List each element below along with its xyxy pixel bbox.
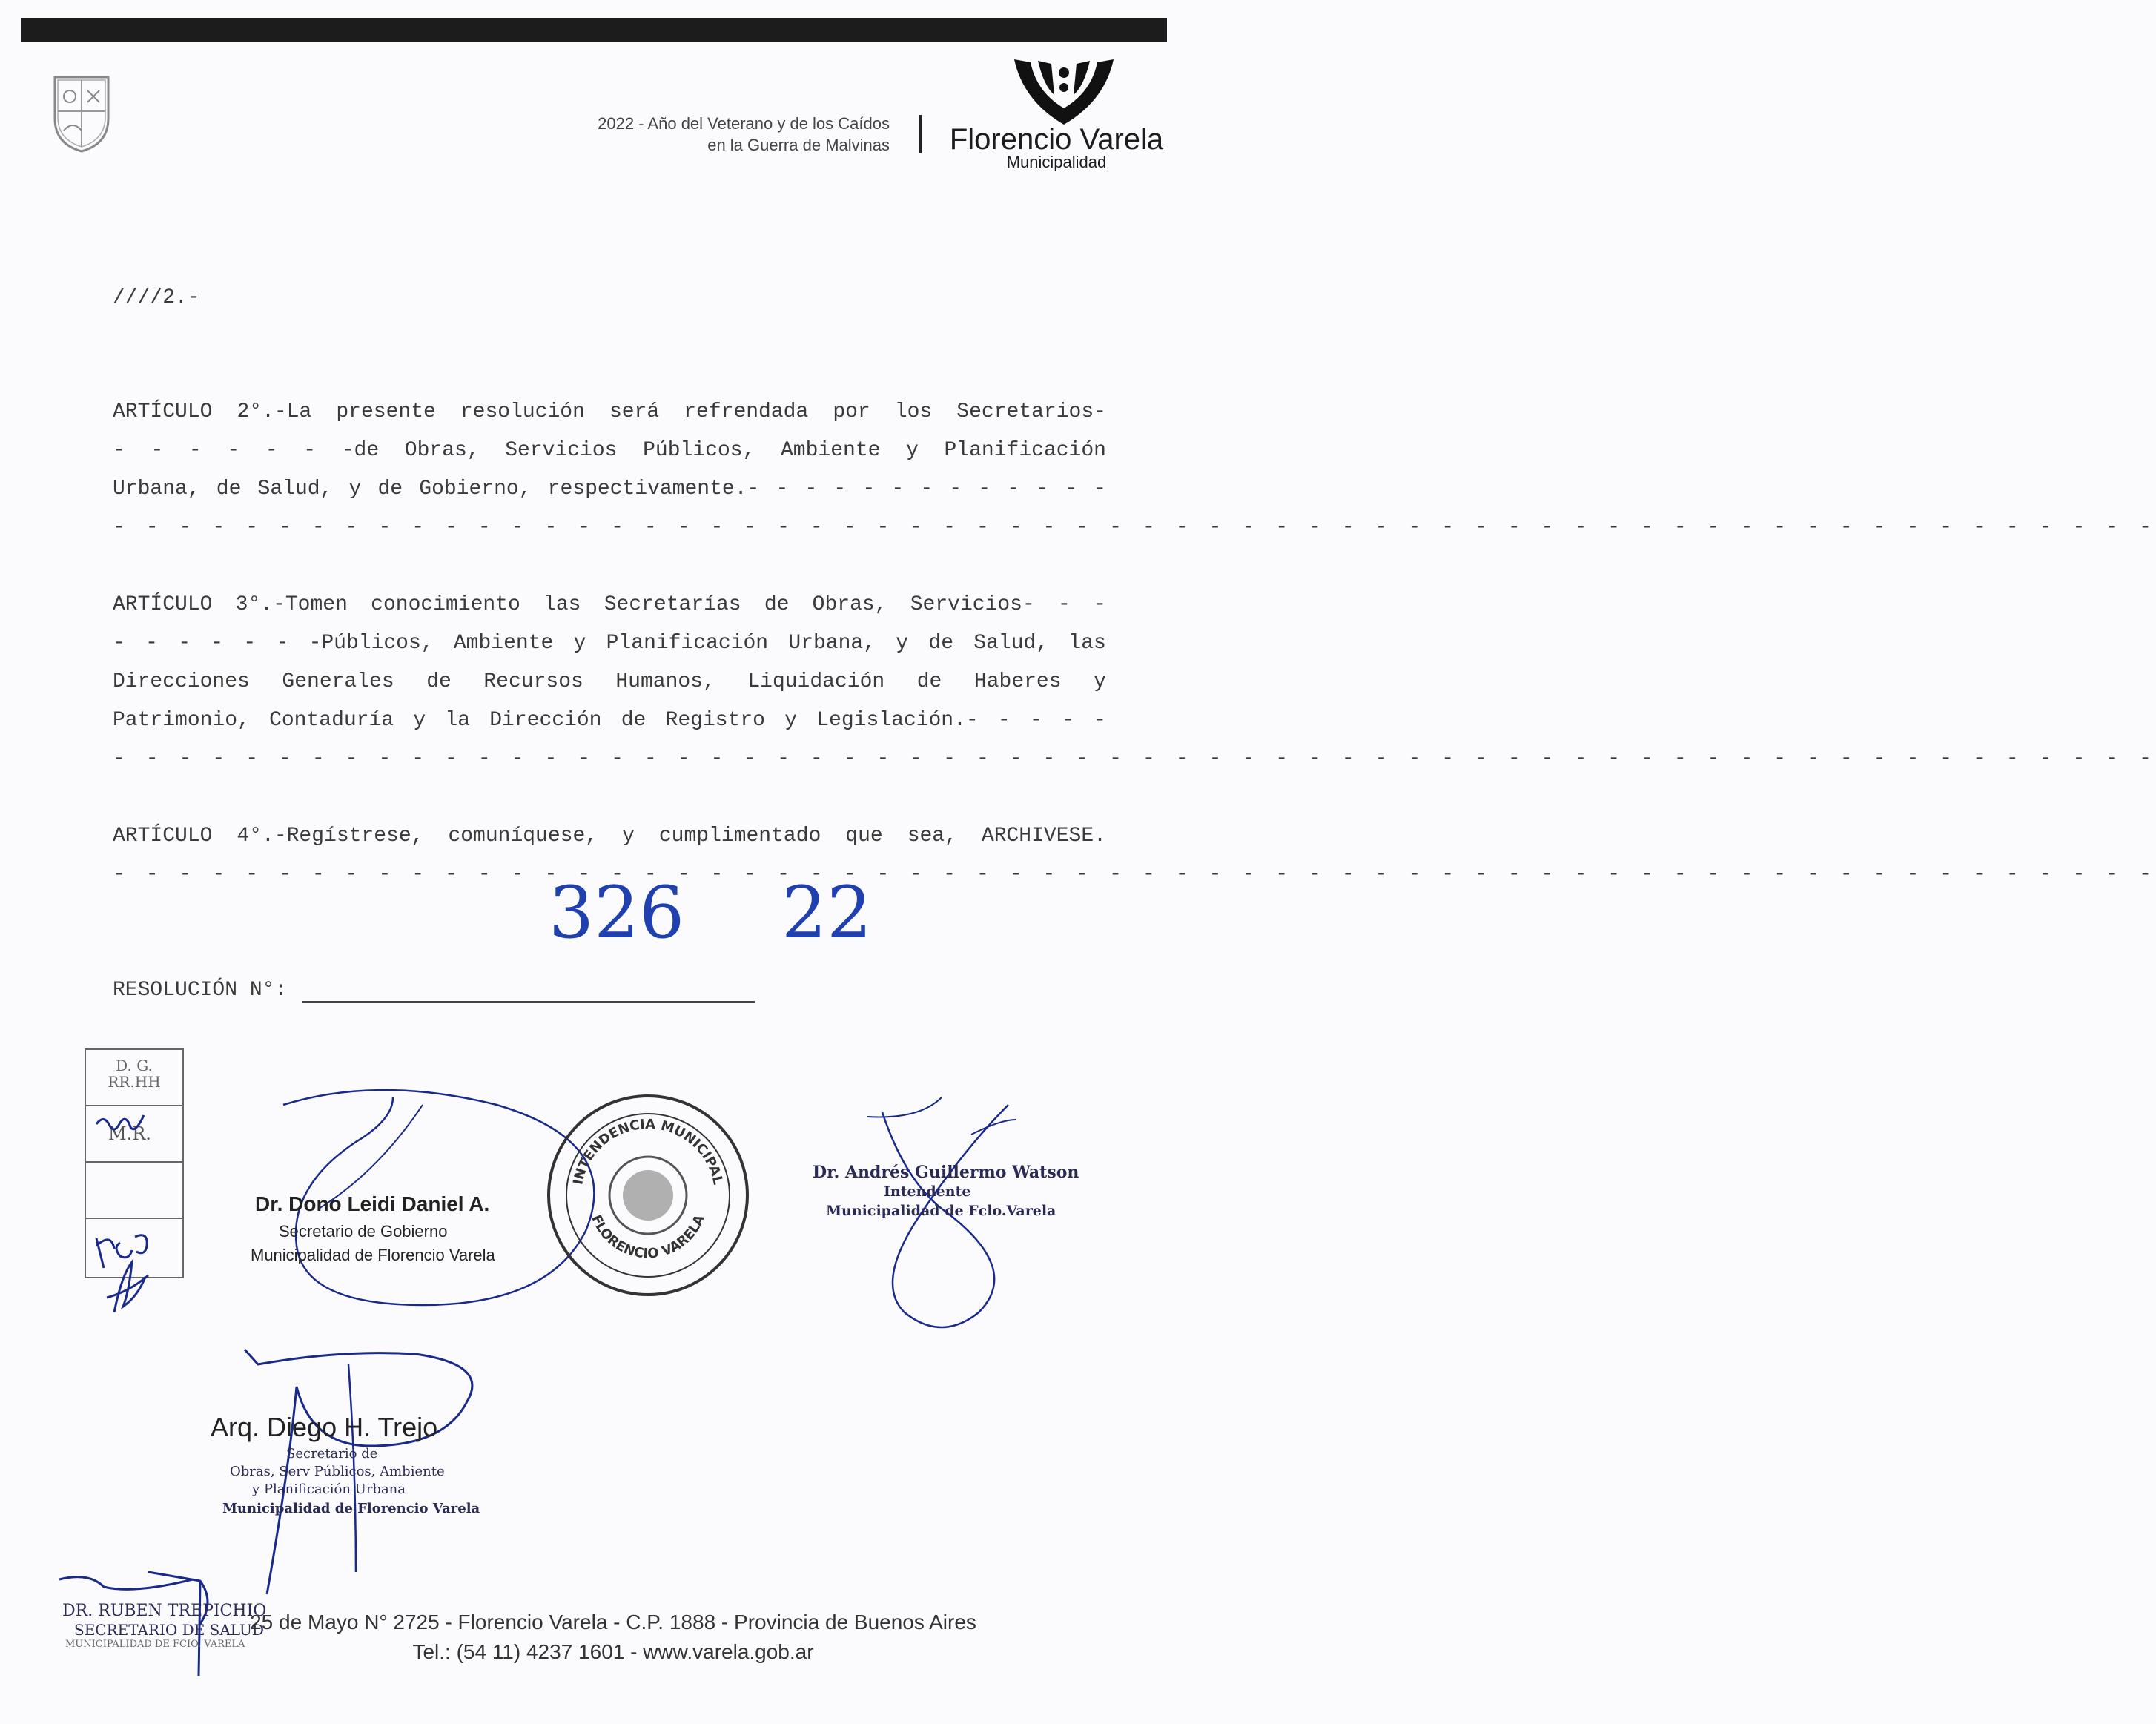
word: ARTÍCULO	[113, 400, 213, 423]
salud-signatory-role: SECRETARIO DE SALUD	[74, 1621, 264, 1639]
word: -	[276, 632, 289, 655]
municipal-seal	[546, 1093, 750, 1298]
word: Públicos,	[643, 439, 755, 462]
word: de	[928, 632, 953, 655]
word: -	[145, 632, 158, 655]
scan-top-border	[21, 18, 1167, 42]
word: -	[1065, 478, 1077, 501]
word: 4°.-Regístrese,	[237, 825, 424, 848]
word: -	[227, 439, 240, 462]
coat-of-arms-icon	[50, 73, 113, 154]
word: 3°.-Tomen	[235, 593, 348, 616]
word: -	[978, 478, 991, 501]
word: -	[265, 439, 278, 462]
word: y	[622, 825, 635, 848]
article-3-line-3	[113, 670, 1106, 693]
word: -	[1094, 478, 1106, 501]
intendente-signatory-org: Municipalidad de Fclo.Varela	[826, 1203, 1056, 1219]
word: Secretarios-	[956, 400, 1106, 423]
article-3-line-1	[113, 593, 1106, 616]
word: ARTÍCULO	[113, 593, 213, 616]
word: Salud,	[973, 632, 1049, 655]
obras-signatory-line2: Obras, Serv Públicos, Ambiente	[230, 1464, 445, 1479]
word: será	[609, 400, 660, 423]
word: y	[784, 709, 798, 732]
word: Urbana,	[113, 478, 200, 501]
word: Direcciones	[113, 670, 250, 693]
word: de	[916, 670, 942, 693]
word: y	[896, 632, 909, 655]
footer-address: 25 de Mayo N° 2725 - Florencio Varela - C.P. 1888 - Provincia de Buenos Aires	[250, 1611, 976, 1634]
resolution-underline	[302, 1001, 755, 1003]
obras-signatory-name: Arq. Diego H. Trejo	[211, 1412, 438, 1442]
resolution-label: RESOLUCIÓN N°:	[113, 979, 288, 1002]
word: -	[1094, 593, 1106, 616]
dg-box-line2: RR.HH	[108, 1073, 161, 1091]
word: conocimiento	[371, 593, 520, 616]
word: Planificación	[944, 439, 1106, 462]
word: -	[1062, 709, 1074, 732]
article-3-line-2	[113, 632, 1106, 655]
word: -	[1007, 478, 1020, 501]
word: -de	[341, 439, 380, 462]
dg-box-line1: D. G.	[116, 1057, 153, 1074]
resolution-number-stamp: 326	[549, 871, 685, 954]
word: Secretarías	[604, 593, 741, 616]
word: -	[920, 478, 933, 501]
word: -	[1029, 709, 1042, 732]
intendente-signatory-role: Intendente	[884, 1183, 971, 1200]
word: -	[949, 478, 962, 501]
word: -	[243, 632, 257, 655]
word: los	[894, 400, 933, 423]
word: 2°.-La	[237, 400, 312, 423]
word: sea,	[907, 825, 957, 848]
word: Planificación	[606, 632, 769, 655]
word: de	[216, 478, 242, 501]
word: de	[426, 670, 452, 693]
word: Obras,	[812, 593, 887, 616]
word: las	[1068, 632, 1106, 655]
word: Humanos,	[615, 670, 715, 693]
page-reference: ////2.-	[113, 286, 200, 309]
word: -	[178, 632, 191, 655]
word: Dirección	[489, 709, 602, 732]
logo-name: Florencio Varela	[949, 123, 1164, 156]
word: Salud,	[257, 478, 333, 501]
word: -	[862, 478, 876, 501]
footer-contact: Tel.: (54 11) 4237 1601 - www.varela.gob.ar	[412, 1640, 814, 1663]
word: -	[1094, 709, 1106, 732]
municipality-logo-icon	[1008, 56, 1120, 128]
header-divider	[919, 115, 922, 153]
initials-signature-ink	[74, 1097, 208, 1335]
word: -	[891, 478, 905, 501]
intendente-signatory-name: Dr. Andrés Guillermo Watson	[813, 1163, 1079, 1182]
article-2-line-1	[113, 400, 1106, 423]
dg-box-line3: M.R.	[108, 1123, 151, 1144]
word: -	[303, 439, 317, 462]
word: Urbana,	[788, 632, 876, 655]
dash-filler-line: - - - - - - - - - - - - - - - - - - - - - - - - - - - - - - - - - - - - - - - - - - - - - - - - - - - - - - - - - - - - - -	[113, 516, 2156, 539]
word: -	[833, 478, 847, 501]
word: de	[764, 593, 790, 616]
word: -	[1036, 478, 1048, 501]
gobierno-signatory-role: Secretario de Gobierno	[279, 1222, 448, 1241]
word: Ambiente	[453, 632, 554, 655]
word: de	[621, 709, 647, 732]
seal-bottom-text: FLORENCIO VARELA	[588, 1212, 708, 1262]
word: las	[543, 593, 581, 616]
word: Liquidación	[747, 670, 885, 693]
word: y	[906, 439, 919, 462]
word: respectivamente.-	[547, 478, 760, 501]
header-motto-line1: 2022 - Año del Veterano y de los Caídos	[598, 114, 890, 133]
word: la	[445, 709, 470, 732]
word: de	[377, 478, 403, 501]
word: -	[211, 632, 224, 655]
word: Legislación.-	[816, 709, 979, 732]
word: -	[997, 709, 1011, 732]
word: presente	[336, 400, 436, 423]
word: -Públicos,	[308, 632, 434, 655]
obras-signatory-line3: y Planificación Urbana	[252, 1482, 406, 1497]
word: Generales	[282, 670, 394, 693]
salud-signatory-org: MUNICIPALIDAD DE FCIO. VARELA	[65, 1639, 245, 1650]
word: Ambiente	[781, 439, 881, 462]
word: Obras,	[404, 439, 480, 462]
resolution-year-stamp: 22	[781, 871, 873, 954]
seal-top-text: INTENDENCIA MUNICIPAL	[570, 1116, 726, 1186]
word: y	[1094, 670, 1106, 693]
obras-signatory-line4: Municipalidad de Florencio Varela	[222, 1501, 480, 1516]
word: -	[113, 439, 125, 462]
word: que	[845, 825, 883, 848]
word: refrendada	[684, 400, 809, 423]
word: resolución	[460, 400, 585, 423]
dash-filler-line: - - - - - - - - - - - - - - - - - - - - - - - - - - - - - - - - - - - - - - - - - - - - - - - - - - - - - - - - - - - - - -	[113, 747, 2156, 770]
word: Servicios	[505, 439, 618, 462]
word: Servicios-	[910, 593, 1035, 616]
word: Haberes	[973, 670, 1062, 693]
header-motto-line2: en la Guerra de Malvinas	[707, 136, 890, 154]
gobierno-signatory-name: Dr. Dono Leidi Daniel A.	[255, 1192, 490, 1215]
word: Patrimonio,	[113, 709, 250, 732]
article-4-line-1	[113, 825, 1106, 848]
word: -	[1058, 593, 1071, 616]
word: por	[833, 400, 870, 423]
salud-signatory-name: DR. RUBEN TREPICHIO	[62, 1602, 267, 1620]
word: Gobierno,	[419, 478, 532, 501]
obras-signatory-line1: Secretario de	[286, 1446, 378, 1462]
word: y	[573, 632, 586, 655]
article-2-line-2	[113, 439, 1106, 462]
dash-filler-line: - - - - - - - - - - - - - - - - - - - - - - - - - - - - - - - - - - - - - - - - - - - - - - - - - - - - - - - - - - - - - -	[113, 863, 2156, 886]
word: y	[413, 709, 426, 732]
word: comuníquese,	[448, 825, 598, 848]
word: -	[776, 478, 789, 501]
article-2-line-3	[113, 478, 1106, 501]
word: -	[113, 632, 125, 655]
article-3-line-4	[113, 709, 1106, 732]
word: cumplimentado	[658, 825, 821, 848]
word: -	[151, 439, 164, 462]
word: Registro	[665, 709, 765, 732]
word: ARCHIVESE.	[981, 825, 1106, 848]
word: y	[348, 478, 362, 501]
word: ARTÍCULO	[113, 825, 213, 848]
word: Contaduría	[269, 709, 394, 732]
logo-subtitle: Municipalidad	[1006, 153, 1107, 171]
gobierno-signatory-org: Municipalidad de Florencio Varela	[251, 1246, 495, 1264]
word: -	[188, 439, 202, 462]
word: Recursos	[483, 670, 583, 693]
word: -	[804, 478, 818, 501]
